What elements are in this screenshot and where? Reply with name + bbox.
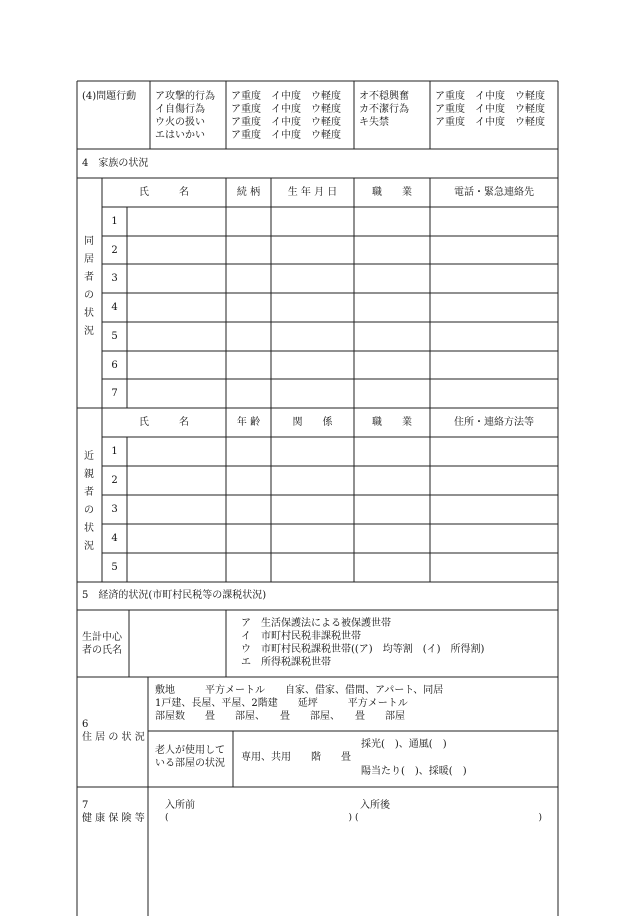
lighting-ventilation: 採光( )、通風( ) bbox=[361, 739, 447, 750]
problem-behavior-label: (4)問題行動 bbox=[82, 91, 137, 102]
problem-item: ア攻撃的行為 bbox=[155, 91, 215, 102]
room-usage: 専用、共用 階 畳 bbox=[241, 752, 351, 763]
before-admission-field: ( ) bbox=[165, 813, 353, 823]
problem-item: エはいかい bbox=[155, 130, 205, 141]
housing-detail-line: 部屋数 畳 部屋、 畳 部屋、 畳 部屋 bbox=[155, 711, 405, 722]
household-head-label: 生計中心 bbox=[82, 632, 122, 643]
problem-item: カ不潔行為 bbox=[359, 104, 409, 115]
severity-options: ア重度 イ中度 ウ軽度 bbox=[435, 104, 545, 115]
row-number: 3 bbox=[111, 273, 118, 284]
row-number: 4 bbox=[111, 533, 118, 544]
room-condition-label: いる部屋の状況 bbox=[155, 758, 225, 769]
row-number: 1 bbox=[111, 216, 118, 227]
column-header-relation: 続 柄 bbox=[236, 187, 261, 198]
column-header-occupation: 職 業 bbox=[372, 187, 412, 198]
row-number: 6 bbox=[111, 360, 118, 371]
severity-options: ア重度 イ中度 ウ軽度 bbox=[435, 117, 545, 128]
tax-status-option: エ 所得税課税世帯 bbox=[241, 657, 331, 668]
cohabitant-side-label: 同 居 者 の 状 況 bbox=[84, 236, 94, 337]
tax-status-option: ア 生活保護法による被保護世帯 bbox=[241, 618, 391, 629]
severity-options: ア重度 イ中度 ウ軽度 bbox=[231, 104, 341, 115]
room-condition-label: 老人が使用して bbox=[155, 745, 225, 756]
row-number: 2 bbox=[111, 475, 118, 486]
after-admission-field: ( ) bbox=[355, 813, 543, 823]
column-header-occupation: 職 業 bbox=[372, 417, 412, 428]
row-number: 1 bbox=[111, 446, 118, 457]
column-header-name: 氏 名 bbox=[139, 187, 189, 198]
tax-status-option: ウ 市町村民税課税世帯((ア) 均等割 (イ) 所得割) bbox=[241, 644, 485, 655]
column-header-age: 年 齢 bbox=[236, 417, 261, 428]
column-header-birthdate: 生 年 月 日 bbox=[287, 187, 338, 198]
insurance-section-number: 7 bbox=[82, 800, 89, 811]
row-number: 3 bbox=[111, 504, 118, 515]
column-header-address: 住所・連絡方法等 bbox=[454, 417, 534, 428]
problem-item: ウ火の扱い bbox=[155, 117, 205, 128]
tax-status-option: イ 市町村民税非課税世帯 bbox=[241, 631, 361, 642]
severity-options: ア重度 イ中度 ウ軽度 bbox=[435, 91, 545, 102]
column-header-relationship: 関 係 bbox=[292, 417, 333, 428]
housing-detail-line: 敷地 平方メートル 自家、借家、借間、アパート、同居 bbox=[155, 685, 444, 696]
row-number: 2 bbox=[111, 245, 118, 256]
family-section-title: 4 家族の状況 bbox=[82, 158, 149, 169]
after-admission-label: 入所後 bbox=[360, 800, 390, 811]
severity-options: ア重度 イ中度 ウ軽度 bbox=[231, 117, 341, 128]
row-number: 4 bbox=[111, 302, 118, 313]
housing-section-number: 6 bbox=[82, 719, 89, 730]
row-number: 5 bbox=[111, 562, 118, 573]
severity-options: ア重度 イ中度 ウ軽度 bbox=[231, 91, 341, 102]
column-header-name: 氏 名 bbox=[139, 417, 189, 428]
relatives-side-label: 近 親 者 の 状 況 bbox=[84, 451, 94, 552]
sunlight-heating: 陽当たり( )、採暖( ) bbox=[361, 766, 467, 777]
problem-item: イ自傷行為 bbox=[155, 104, 205, 115]
problem-item: オ不穏興奮 bbox=[359, 91, 409, 102]
column-header-contact: 電話・緊急連絡先 bbox=[454, 187, 534, 198]
housing-section-label: 住 居 の 状 況 bbox=[82, 732, 145, 743]
before-admission-label: 入所前 bbox=[165, 800, 195, 811]
row-number: 5 bbox=[111, 331, 118, 342]
household-head-label: 者の氏名 bbox=[82, 645, 122, 656]
row-number: 7 bbox=[111, 388, 118, 399]
problem-item: キ失禁 bbox=[359, 117, 389, 128]
economic-section-title: 5 経済的状況(市町村民税等の課税状況) bbox=[82, 590, 267, 601]
severity-options: ア重度 イ中度 ウ軽度 bbox=[231, 130, 341, 141]
insurance-section-label: 健 康 保 険 等 bbox=[82, 813, 145, 824]
housing-detail-line: 1戸建、長屋、平屋、2階建 延坪 平方メートル bbox=[155, 698, 408, 709]
